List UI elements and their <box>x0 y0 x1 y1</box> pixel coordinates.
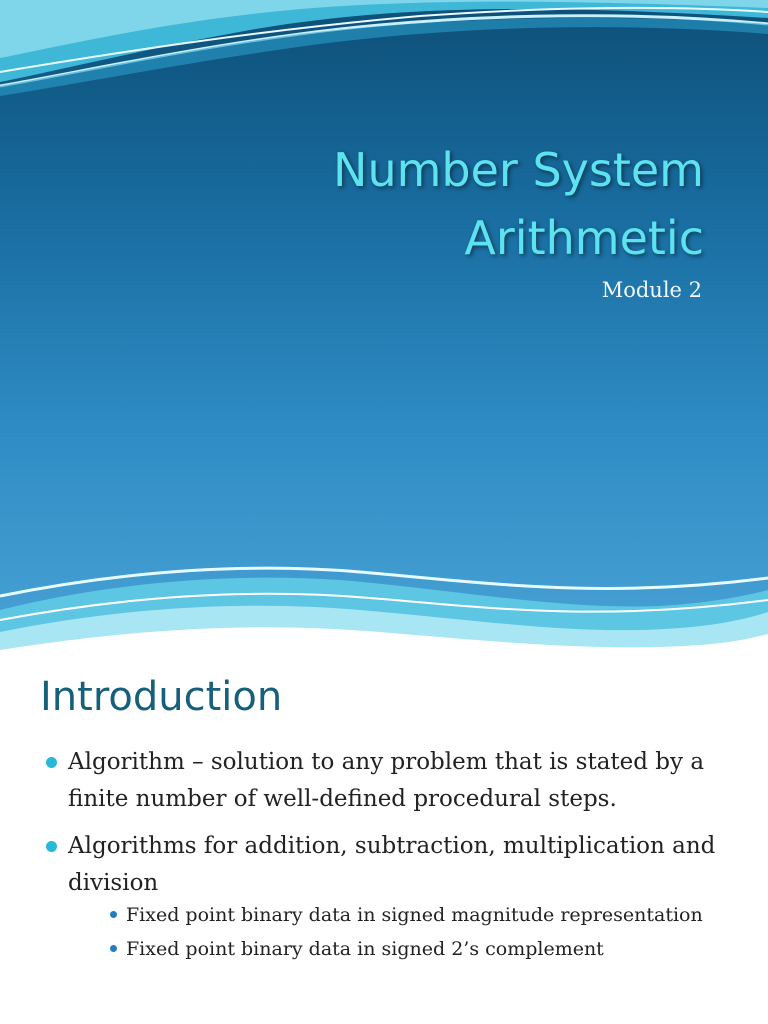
bullet-dot-icon <box>46 757 57 768</box>
title-line-1: Number System <box>333 143 704 197</box>
title-line-2: Arithmetic <box>464 211 704 265</box>
bullet-item <box>40 828 740 962</box>
sub-bullet-dot-icon <box>110 911 117 918</box>
sub-bullet-list <box>68 902 740 962</box>
bullet-list <box>40 744 740 972</box>
sub-bullet-item <box>100 902 740 928</box>
slide-title <box>144 136 704 272</box>
sub-bullet-dot-icon <box>110 945 117 952</box>
sub-bullet-item <box>100 936 740 962</box>
bullet-dot-icon <box>46 841 57 852</box>
section-heading: Introduction <box>40 674 283 720</box>
bullet-item <box>40 744 740 818</box>
sub-bullet-text: Fixed point binary data in signed magnitude representation <box>126 904 703 926</box>
sub-bullet-text: Fixed point binary data in signed 2’s complement <box>126 938 604 960</box>
content-slide <box>0 660 768 1024</box>
slide-subtitle: Module 2 <box>601 278 702 302</box>
bullet-text: Algorithm – solution to any problem that is stated by a finite number of well-defined procedural steps. <box>68 749 705 812</box>
bullet-text: Algorithms for addition, subtraction, multiplication and division <box>68 833 716 896</box>
